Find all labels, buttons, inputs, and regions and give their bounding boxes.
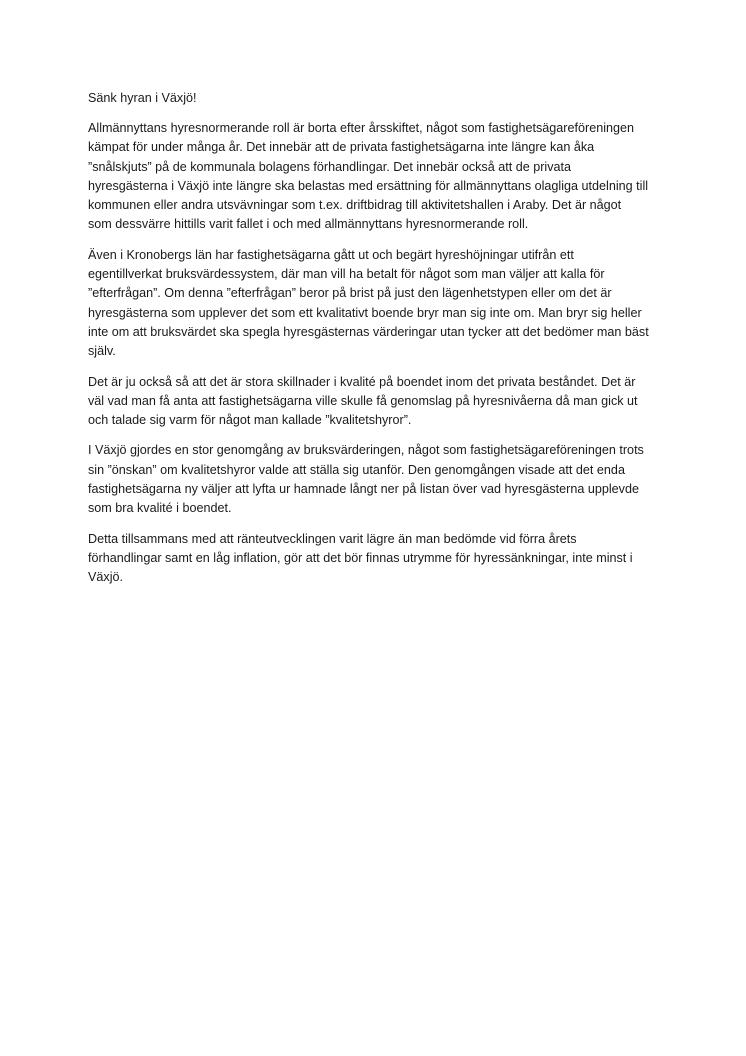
text-line: väl vad man få anta att fastighetsägarna ville skulle få genomslag på hyresnivåerna då man gick ut [88, 393, 638, 408]
text-line: Det är ju också så att det är stora skillnader i kvalité på boendet inom det privata beståndet. Det är [88, 374, 636, 389]
text-line: fastighetsägarna ny väljer att lyfta ur hamnade långt ner på listan över vad hyresgästerna upplevde [88, 482, 639, 497]
paragraph-4 [88, 441, 668, 518]
text-line: ”efterfrågan”. Om denna ”efterfrågan” beror på brist på just den lägenhetstypen eller om det är [88, 286, 612, 301]
text-line: som dessvärre hittills varit fallet i och med allmännyttans hyresnormerande roll. [88, 217, 529, 232]
text-line: själv. [88, 344, 116, 359]
text-line: inte om att bruksvärdet ska spegla hyresgästernas värderingar utan tycker att det bedömer man bäst [88, 324, 649, 339]
paragraph-3 [88, 373, 668, 431]
text-line: hyresgästerna som upplever det som ett kvalitativt boende bryr man sig inte om. Man bryr sig heller [88, 305, 642, 320]
text-line: I Växjö gjordes en stor genomgång av bruksvärderingen, något som fastighetsägareföreningen trots [88, 443, 644, 458]
text-line: Allmännyttans hyresnormerande roll är borta efter årsskiftet, något som fastighetsägareföreningen [88, 121, 635, 135]
text-line: Även i Kronobergs län har fastighetsägarna gått ut och begärt hyreshöjningar utifrån ett [88, 247, 574, 262]
text-line: förhandlingar samt en låg inflation, gör att det bör finnas utrymme för hyressänkningar, inte minst i [88, 550, 633, 565]
paragraph-1 [88, 119, 668, 235]
text-line: och talade sig varm för något man kallade ”kvalitetshyror”. [88, 413, 412, 428]
text-line: kämpat för under många år. Det innebär att de privata fastighetsägarna inte längre kan åka [88, 140, 595, 155]
document-title: Sänk hyran i Växjö! [88, 91, 197, 105]
text-line: sin ”önskan” om kvalitetshyror valde att ställa sig utanför. Den genomgången visade att det enda [88, 462, 625, 477]
text-line: egentillverkat bruksvärdessystem, där man vill ha betalt för något som man väljer att kalla för [88, 267, 605, 282]
text-line: Växjö. [88, 570, 124, 585]
text-line: som bra kvalité i boendet. [88, 501, 232, 516]
document-body [88, 89, 668, 599]
text-line: ”snålskjuts” på de kommunala bolagens förhandlingar. Det innebär också att de privata [88, 159, 572, 174]
paragraph-5 [88, 530, 668, 588]
text-line: hyresgästerna i Växjö inte längre ska belastas med ersättning för allmännyttans olagliga utdelning till [88, 178, 649, 193]
text-line: kommunen eller andra utsvävningar som t.ex. driftbidrag till aktivitetshallen i Araby. Det är något [88, 198, 622, 213]
paragraph-2 [88, 246, 668, 362]
text-line: Detta tillsammans med att ränteutvecklingen varit lägre än man bedömde vid förra årets [88, 531, 577, 546]
